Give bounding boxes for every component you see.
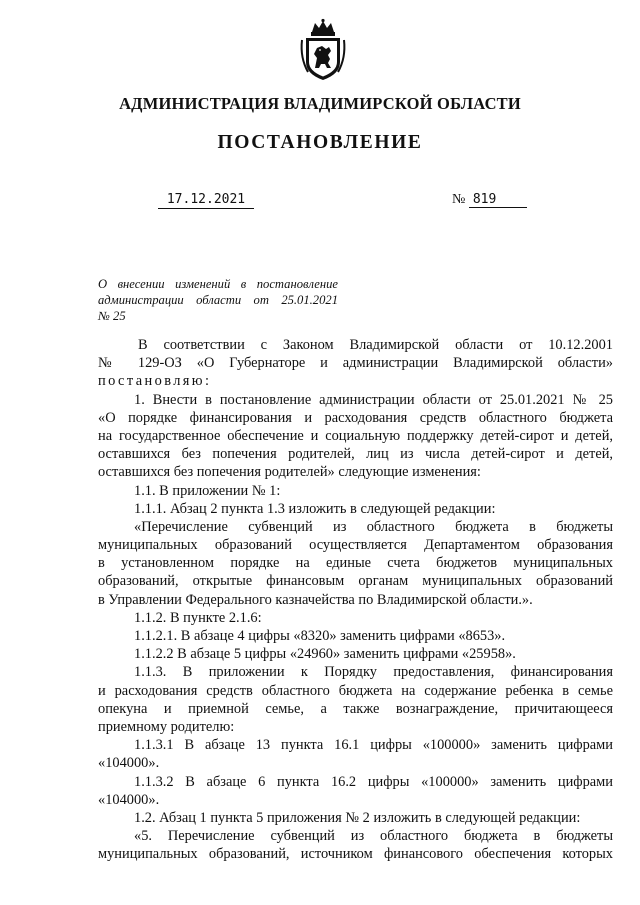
body-line: «104000». <box>98 791 160 808</box>
coat-of-arms-icon <box>298 18 348 84</box>
body-line: 1.1.2.2 В абзаце 5 цифры «24960» заменить цифрами «25958». <box>134 646 516 663</box>
body-line: в Управлении Федерального казначейства по Владимирской области.». <box>98 591 533 608</box>
organization-name: АДМИНИСТРАЦИЯ ВЛАДИМИРСКОЙ ОБЛАСТИ <box>119 94 521 113</box>
body-line: № 129-ОЗ «О Губернаторе и администрации Владимирской области» <box>98 355 613 372</box>
body-line: муниципальных образований осуществляется Департаментом образования <box>98 537 613 554</box>
number-sign: № <box>452 192 466 207</box>
body-line: 1. Внести в постановление администрации области от 25.01.2021 № 25 <box>134 391 613 408</box>
body-line: постановляю: <box>98 373 212 390</box>
body-line: «О порядке финансирования и расходования средств областного бюджета <box>98 409 613 426</box>
document-subject <box>98 276 338 324</box>
body-line: 1.1.3. В приложении к Порядку предоставления, финансирования <box>134 664 613 681</box>
body-line: образований, открытые финансовым органам муниципальных образований <box>98 573 613 590</box>
body-line: 1.1. В приложении № 1: <box>134 482 281 499</box>
body-line: 1.1.2.1. В абзаце 4 цифры «8320» заменить цифрами «8653». <box>134 628 506 644</box>
subject-line: № 25 <box>98 309 126 323</box>
document-body <box>98 336 613 863</box>
body-line: «Перечисление субвенций из областного бюджета в бюджеты <box>134 518 613 535</box>
body-line: оставшихся без попечения родителей» следующие изменения: <box>98 464 481 481</box>
body-line: оставшихся без попечения родителей, лиц из числа детей-сирот и детей, <box>98 446 613 463</box>
body-line: на государственное обеспечение и социальную поддержку детей-сирот и детей, <box>98 427 613 444</box>
body-line: «5. Перечисление субвенций из областного бюджета в бюджеты <box>134 828 613 845</box>
body-line: опекуна и приемной семье, а также вознаграждение, причитающееся <box>98 700 613 717</box>
body-line: 1.2. Абзац 1 пункта 5 приложения № 2 изложить в следующей редакции: <box>134 809 581 826</box>
body-line: «104000». <box>98 755 160 772</box>
body-line: и расходования средств областного бюджета на содержание ребенка в семье <box>98 682 613 699</box>
document-number <box>452 192 527 208</box>
body-line: 1.1.2. В пункте 2.1.6: <box>134 609 262 626</box>
body-line: 1.1.3.2 В абзаце 6 пункта 16.2 цифры «100000» заменить цифрами <box>134 773 613 790</box>
document-date: 17.12.2021 <box>158 192 254 209</box>
number-value: 819 <box>469 192 527 208</box>
body-line: в установленном порядке на единые счета бюджетов муниципальных <box>98 555 613 572</box>
document-type: ПОСТАНОВЛЕНИЕ <box>217 132 423 153</box>
body-line: муниципальных образований, источником финансового обеспечения которых <box>98 846 613 863</box>
body-line: приемному родителю: <box>98 718 235 735</box>
subject-line: администрации области от 25.01.2021 <box>98 293 338 307</box>
body-line: 1.1.3.1 В абзаце 13 пункта 16.1 цифры «100000» заменить цифрами <box>134 737 613 754</box>
body-line: В соответствии с Законом Владимирской области от 10.12.2001 <box>138 337 613 353</box>
body-line: 1.1.1. Абзац 2 пункта 1.3 изложить в следующей редакции: <box>134 500 496 517</box>
subject-line: О внесении изменений в постановление <box>98 277 338 291</box>
